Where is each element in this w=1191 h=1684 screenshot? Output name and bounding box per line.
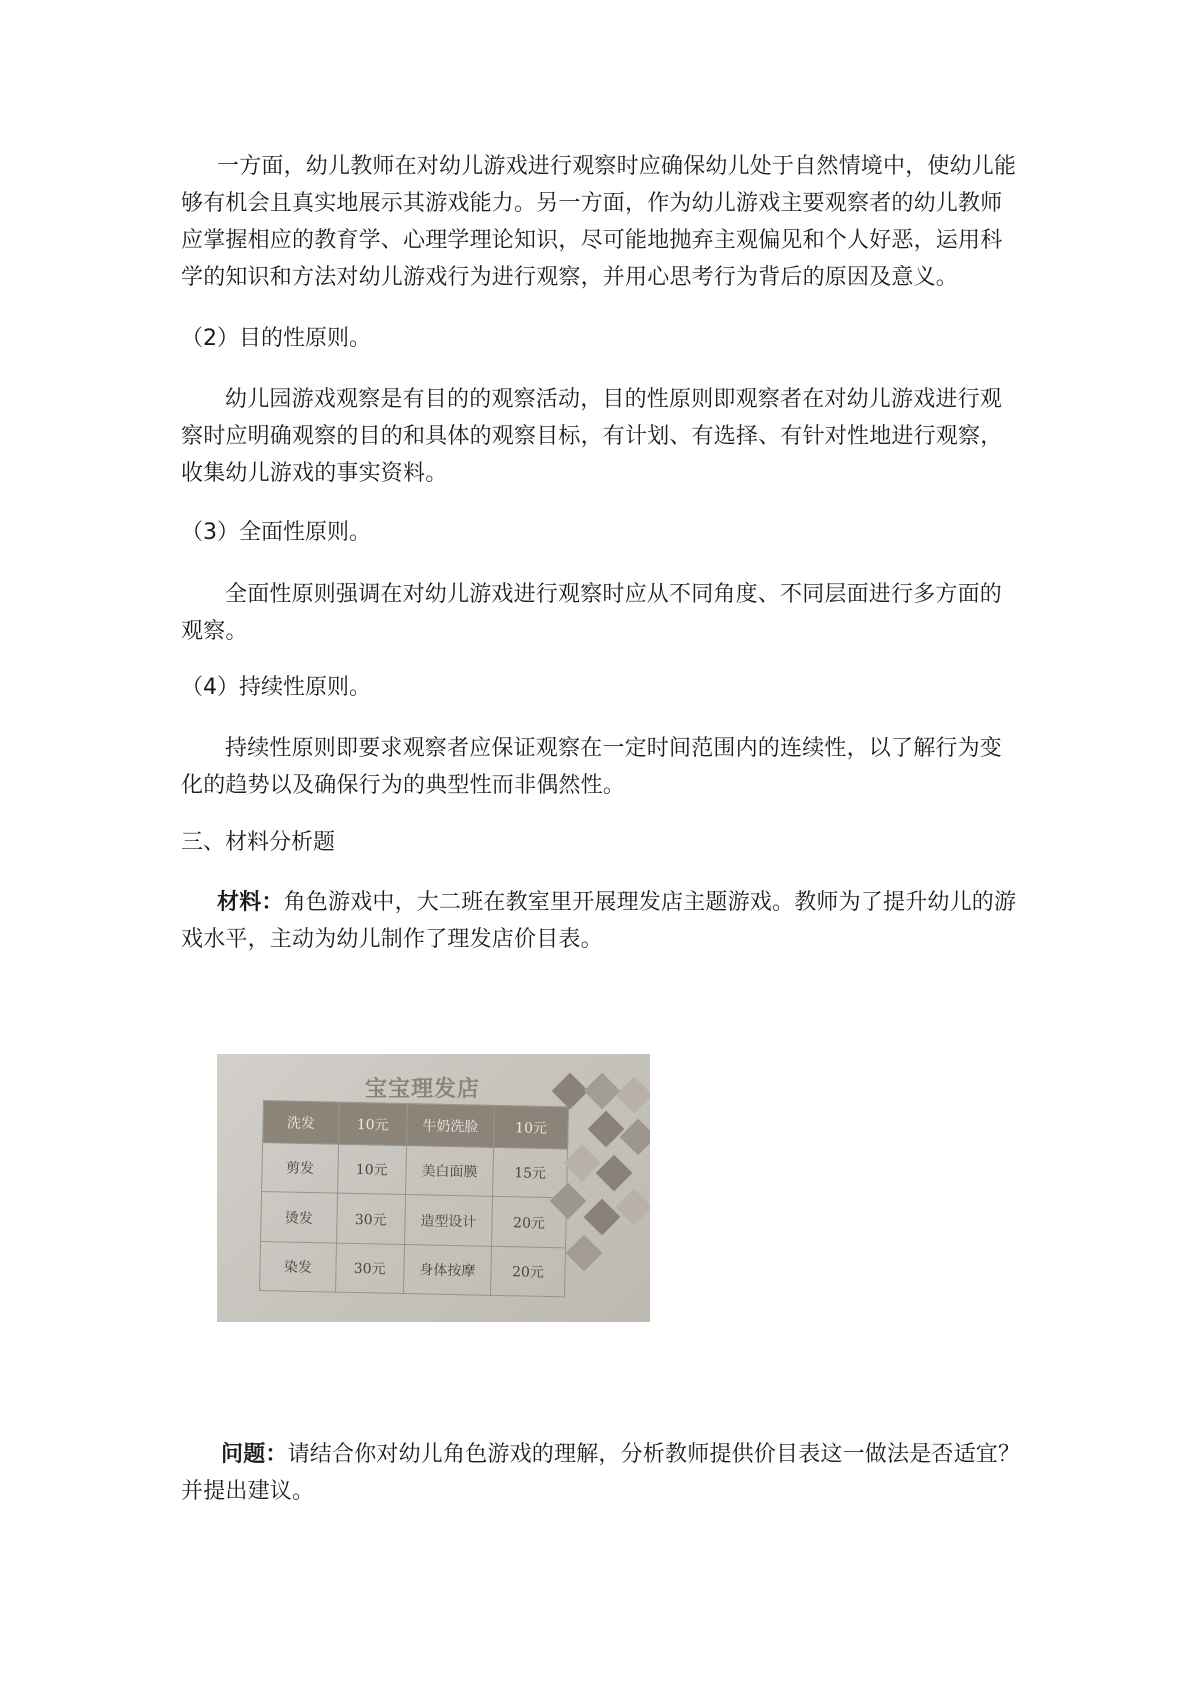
table-cell: 30元 (335, 1243, 404, 1294)
heading-comprehensive-principle: （3）全面性原则。 (181, 520, 371, 545)
material-paragraph (181, 884, 1021, 958)
table-cell: 30元 (336, 1193, 405, 1244)
paragraph-purpose-principle: 幼儿园游戏观察是有目的的观察活动，目的性原则即观察者在对幼儿游戏进行观察时应明确观察的目的和具体的观察目标，有计划、有选择、有针对性地进行观察，收集幼儿游戏的事实资料。 (181, 387, 1003, 486)
price-table (259, 1100, 569, 1297)
table-cell: 10元 (494, 1105, 569, 1149)
table-row (263, 1101, 569, 1149)
table-row (261, 1192, 567, 1248)
price-list-photo (217, 1054, 650, 1322)
question-label: 问题： (221, 1442, 288, 1467)
table-cell: 剪发 (262, 1143, 339, 1194)
material-text: 角色游戏中，大二班在教室里开展理发店主题游戏。教师为了提升幼儿的游戏水平，主动为幼儿制作了理发店价目表。 (181, 890, 1017, 952)
paragraph-continuity-principle: 持续性原则即要求观察者应保证观察在一定时间范围内的连续性，以了解行为变化的趋势以及确保行为的典型性而非偶然性。 (181, 736, 1003, 798)
diamond-decoration (584, 1199, 621, 1236)
diamond-decoration (588, 1111, 625, 1148)
table-cell: 身体按摩 (403, 1244, 491, 1295)
table-row (260, 1241, 566, 1297)
diamond-decoration (620, 1119, 650, 1156)
table-cell: 染发 (260, 1241, 337, 1292)
diamond-decoration (596, 1155, 633, 1192)
heading-purpose-principle: （2）目的性原则。 (181, 326, 371, 351)
table-cell: 烫发 (261, 1192, 338, 1243)
table-cell: 15元 (493, 1147, 568, 1198)
paragraph-comprehensive-principle: 全面性原则强调在对幼儿游戏进行观察时应从不同角度、不同层面进行多方面的观察。 (181, 582, 1003, 644)
diamond-decoration (566, 1235, 603, 1272)
table-cell: 20元 (492, 1197, 567, 1248)
question-paragraph (181, 1436, 1021, 1510)
material-label: 材料： (217, 890, 284, 915)
table-cell: 洗发 (263, 1101, 340, 1145)
diamond-decoration (616, 1189, 650, 1226)
table-cell: 牛奶洗脸 (406, 1104, 494, 1148)
table-cell: 造型设计 (404, 1195, 492, 1246)
table-cell: 美白面膜 (405, 1146, 493, 1197)
question-text: 请结合你对幼儿角色游戏的理解，分析教师提供价目表这一做法是否适宜？并提出建议。 (181, 1442, 1021, 1504)
heading-continuity-principle: （4）持续性原则。 (181, 675, 371, 700)
diamond-decoration (616, 1077, 650, 1114)
table-cell: 10元 (338, 1102, 407, 1146)
table-cell: 10元 (337, 1144, 406, 1195)
table-row (262, 1143, 568, 1199)
price-list-title: 宝宝理发店 (365, 1076, 481, 1102)
section-heading-material-analysis: 三、材料分析题 (181, 830, 336, 855)
table-cell: 20元 (491, 1246, 566, 1297)
paragraph-objectivity: 一方面，幼儿教师在对幼儿游戏进行观察时应确保幼儿处于自然情境中，使幼儿能够有机会且真实地展示其游戏能力。另一方面，作为幼儿游戏主要观察者的幼儿教师应掌握相应的教育学、心理学理论知识，尽可能地抛弃主观偏见和个人好恶，运用科学的知识和方法对幼儿游戏行为进行观察，并用心思考行为背后的原因及意义。 (181, 154, 1017, 290)
diamond-decoration (584, 1073, 621, 1110)
diamond-decoration (564, 1145, 601, 1182)
